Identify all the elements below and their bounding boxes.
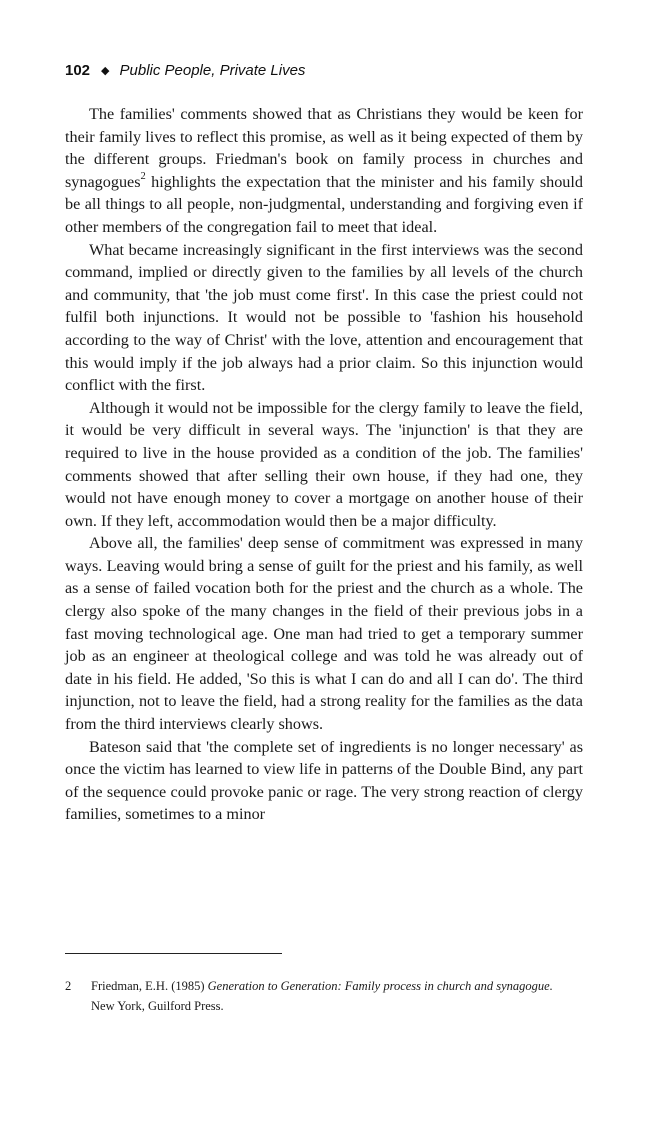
- paragraph-3: Although it would not be impossible for the clergy family to leave the field, it would be very difficult in several ways. The 'injunction' is that they are required to live in the house provided as a condition of the job. The families' comments showed that after selling their own house, if they had one, they would not have enough money to cover a mortgage on another house of their own. If they left, accommodation would then be a major difficulty.: [65, 398, 583, 530]
- body-text: [65, 103, 583, 826]
- paragraph-2: What became increasingly significant in the first interviews was the second command, implied or directly given to the families by all levels of the church and community, that 'the job must come first'. In this case the priest could not fulfil both injunctions. It would not be possible to 'fashion his household according to the way of Christ' with the love, attention and encouragement that this would imply if the job always had a prior claim. So this injunction would conflict with the first.: [65, 240, 583, 395]
- paragraph-1: [65, 103, 583, 239]
- paragraph-4: Above all, the families' deep sense of commitment was expressed in many ways. Leaving would bring a sense of guilt for the priest and his family, as well as a sense of failed vocation both for the priest and the church as a whole. The clergy also spoke of the many changes in the field of their previous jobs in a fast moving technological age. One man had tried to get a temporary summer job as an engineer at theological college and was told he was already out of date in his field. He added, 'So this is what I can do and all I can do'. The third injunction, not to leave the field, had a strong reality for the families as the data from the third interviews clearly shows.: [65, 534, 583, 734]
- running-header: [65, 62, 305, 79]
- footnote-publisher: New York, Guilford Press.: [91, 999, 224, 1013]
- footnote-title: Generation to Generation: Family process in church and synagogue.: [207, 979, 553, 993]
- book-title: Public People, Private Lives: [119, 62, 306, 79]
- paragraph-1-text-cont: highlights the expectation that the minister and his family should be all things to all people, non-judgmental, understanding and forgiving even if other members of the congregation fail to meet that ideal.: [65, 172, 583, 236]
- footnote-line-1: [65, 976, 585, 996]
- paragraph-1-text: The families' comments showed that as Christians they would be keen for their family lives to reflect this promise, as well as it being expected of them by the different groups. Friedman's book on family process in churches and synagogues: [65, 105, 583, 191]
- paragraph-5: Bateson said that 'the complete set of ingredients is no longer necessary' as once the victim has learned to view life in patterns of the Double Bind, any part of the sequence could provoke panic or rage. The very strong reaction of clergy families, sometimes to a minor: [65, 737, 583, 824]
- footnote: [65, 976, 585, 1016]
- footnote-number: 2: [65, 979, 72, 993]
- diamond-separator-icon: ◆: [101, 65, 110, 77]
- footnote-author: Friedman, E.H. (1985): [91, 979, 208, 993]
- footnote-reference: 2: [140, 171, 146, 183]
- page-number: 102: [65, 62, 91, 79]
- footnote-divider: [65, 953, 282, 954]
